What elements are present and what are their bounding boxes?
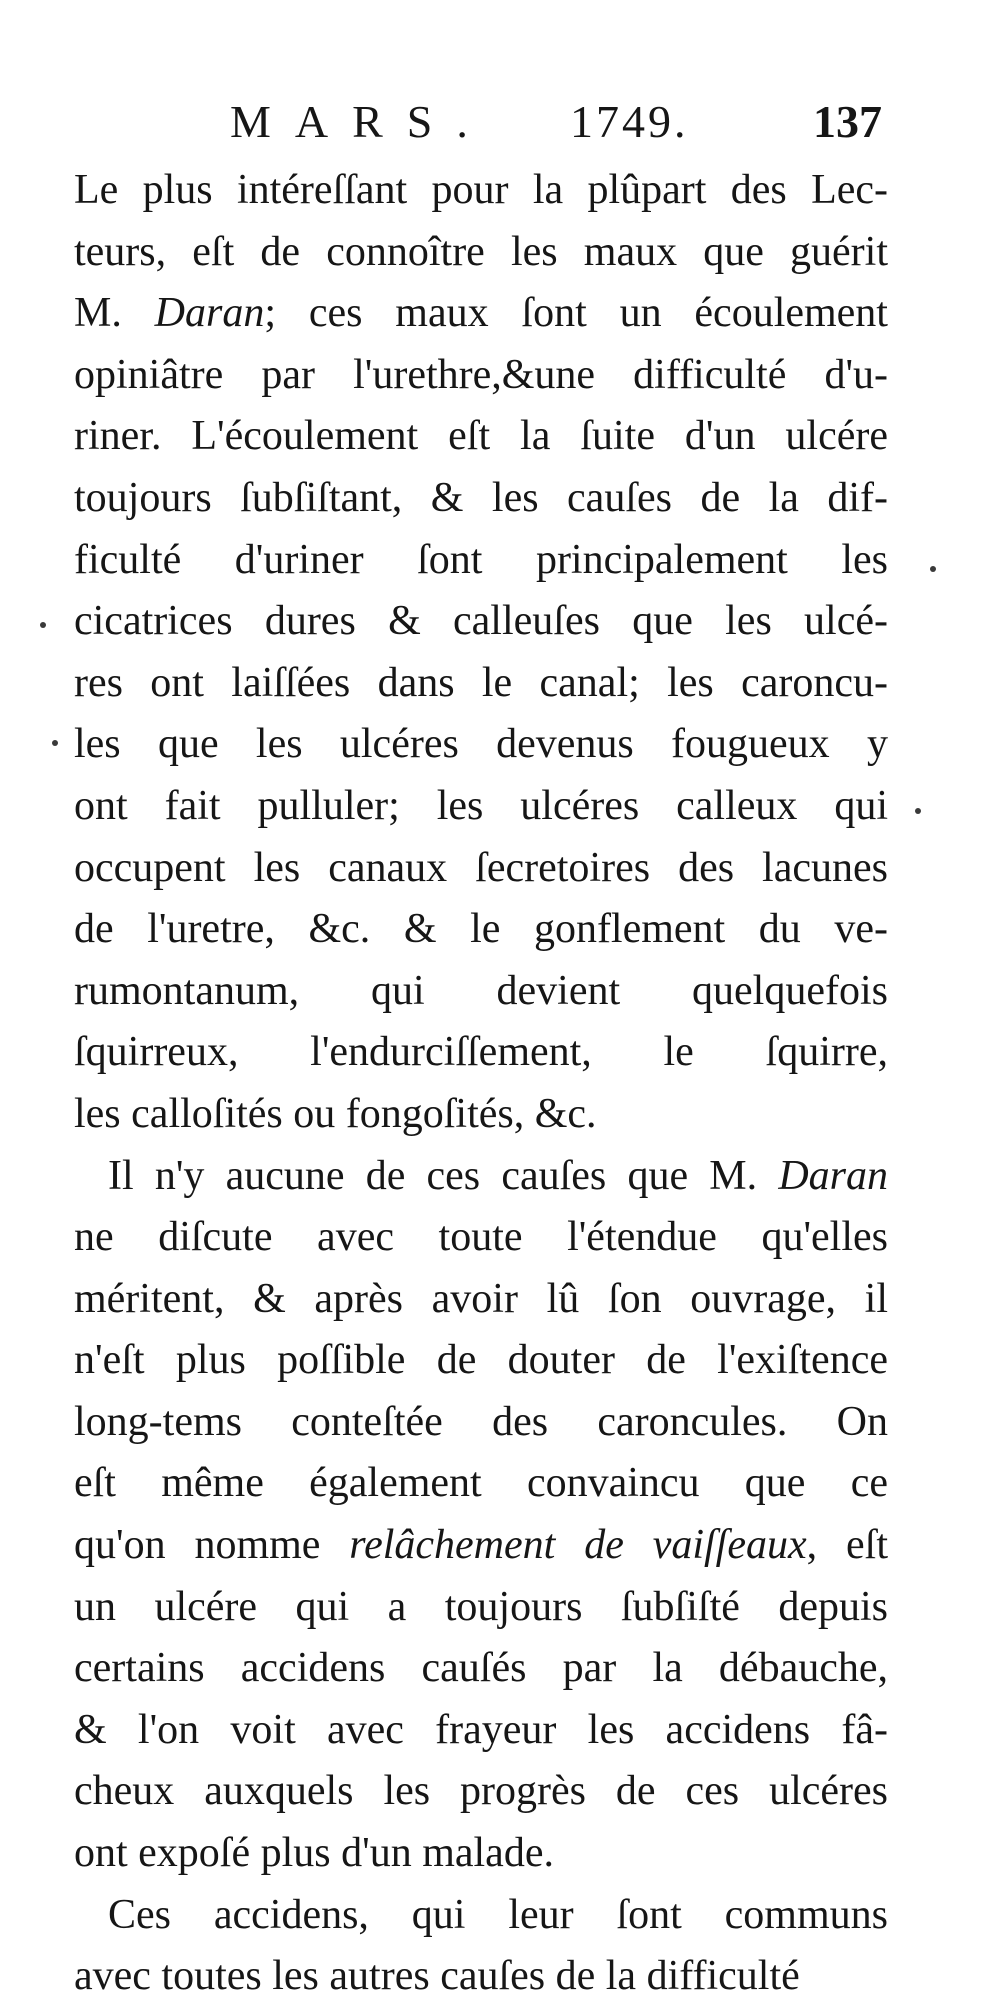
text-segment: , eſt (806, 1522, 888, 1569)
text-segment: opiniâtre par l'urethre,&une difficulté d'u- (74, 351, 888, 398)
text-segment: riner. L'écoulement eſt la ſuite d'un ulcére (74, 413, 888, 460)
text-line (74, 961, 888, 1023)
text-segment: Il n'y aucune de ces cauſes que M. (108, 1152, 779, 1199)
italic-text: relâchement de vaiſſeaux (349, 1522, 807, 1569)
text-segment: Ces accidens, qui leur ſont communs (108, 1891, 888, 1938)
italic-text: Daran (154, 290, 265, 337)
text-segment: & l'on voit avec frayeur les accidens fâ- (74, 1706, 888, 1753)
text-line (74, 838, 888, 900)
text-line (74, 714, 888, 776)
text-line (74, 345, 888, 407)
paragraph (74, 160, 888, 1146)
text-line (74, 1761, 888, 1823)
text-line (74, 1515, 888, 1577)
text-segment: toujours ſubſiſtant, & les cauſes de la dif- (74, 474, 888, 521)
text-segment: ont expoſé plus d'un malade. (74, 1830, 554, 1877)
text-line (74, 1022, 888, 1084)
text-line (74, 222, 888, 284)
text-segment: les calloſités ou fongoſités, &c. (74, 1090, 597, 1137)
italic-text: Daran (778, 1152, 888, 1199)
text-line (74, 899, 888, 961)
margin-speck (915, 808, 921, 814)
running-head-title: MARS. (230, 96, 492, 147)
running-head-year: 1749. (570, 96, 689, 147)
text-segment: eſt même également convaincu que ce (74, 1460, 888, 1507)
margin-speck (40, 622, 46, 628)
page-number: 137 (813, 96, 882, 147)
text-segment: de l'uretre, &c. & le gonflement du ve- (74, 906, 888, 953)
margin-speck (52, 740, 58, 746)
running-head (70, 92, 900, 152)
text-line (74, 1453, 888, 1515)
text-line (74, 283, 888, 345)
text-line (74, 776, 888, 838)
text-line (74, 1146, 888, 1208)
text-line (74, 653, 888, 715)
text-segment: ont fait pulluler; les ulcéres calleux qui (74, 782, 888, 829)
text-segment: cicatrices dures & calleuſes que les ulcé- (74, 598, 888, 645)
text-segment: les que les ulcéres devenus fougueux y (74, 721, 888, 768)
text-segment: n'eſt plus poſſible de douter de l'exiſtence (74, 1337, 888, 1384)
text-segment: teurs, eſt de connoître les maux que guérit (74, 228, 888, 275)
text-line (74, 1330, 888, 1392)
margin-speck (930, 566, 936, 572)
paragraph (74, 1146, 888, 1885)
text-segment: certains accidens cauſés par la débauche, (74, 1645, 888, 1692)
text-line (74, 1946, 888, 2008)
text-segment: avec toutes les autres cauſes de la difficulté (74, 1953, 800, 2000)
text-line (74, 406, 888, 468)
text-segment: Le plus intéreſſant pour la plûpart des Lec- (74, 167, 888, 213)
text-line (74, 591, 888, 653)
text-line (74, 1823, 888, 1885)
body-text (74, 160, 888, 2008)
text-line (74, 1269, 888, 1331)
text-line (74, 1577, 888, 1639)
text-line (74, 1207, 888, 1269)
text-segment: ſquirreux, l'endurciſſement, le ſquirre, (74, 1029, 888, 1076)
text-line (74, 1700, 888, 1762)
text-segment: cheux auxquels les progrès de ces ulcéres (74, 1768, 888, 1815)
text-line (74, 1638, 888, 1700)
text-segment: rumontanum, qui devient quelquefois (74, 967, 888, 1014)
text-segment: M. (74, 290, 155, 337)
text-line (74, 468, 888, 530)
text-segment: ficulté d'uriner ſont principalement les (74, 536, 888, 583)
text-line (74, 160, 888, 222)
text-segment: un ulcére qui a toujours ſubſiſté depuis (74, 1583, 888, 1630)
text-line (74, 1885, 888, 1947)
text-line (74, 1084, 888, 1146)
text-segment: occupent les canaux ſecretoires des lacunes (74, 844, 888, 891)
text-line (74, 1392, 888, 1454)
text-segment: méritent, & après avoir lû ſon ouvrage, il (74, 1275, 888, 1322)
text-segment: res ont laiſſées dans le canal; les caroncu- (74, 659, 888, 706)
text-segment: qu'on nomme (74, 1522, 350, 1569)
text-line (74, 530, 888, 592)
text-segment: ; ces maux ſont un écoulement (264, 290, 888, 337)
paragraph (74, 1885, 888, 2008)
text-segment: ne diſcute avec toute l'étendue qu'elles (74, 1214, 888, 1261)
text-segment: long-tems conteſtée des caroncules. On (74, 1398, 888, 1445)
